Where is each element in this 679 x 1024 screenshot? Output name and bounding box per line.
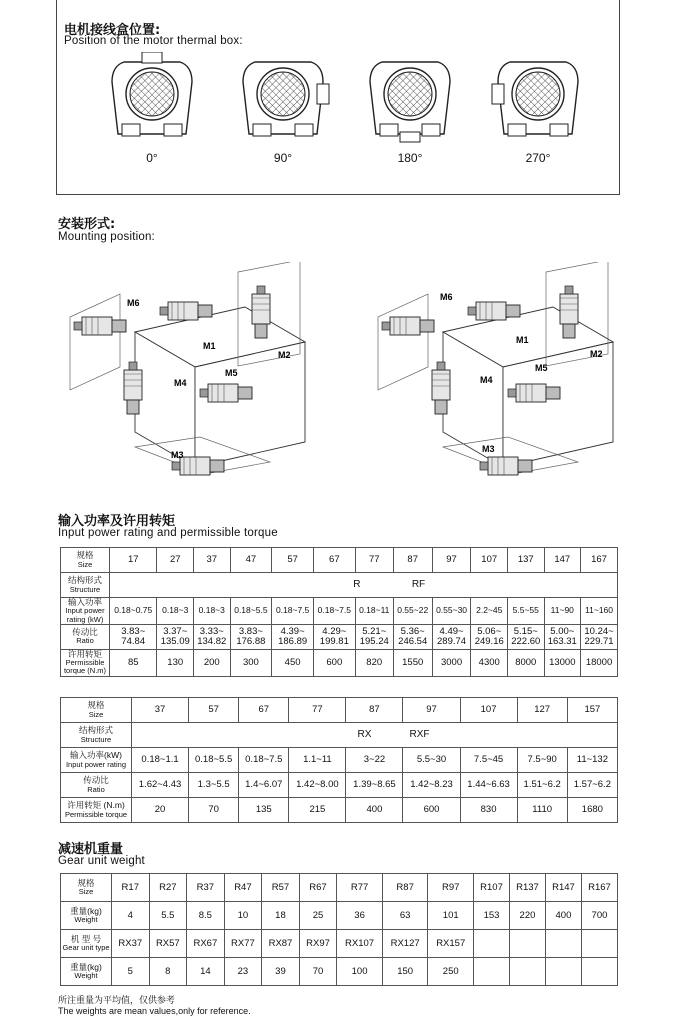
table-cell: 1.39~8.65 bbox=[346, 773, 403, 798]
size-label-cn: 规格 bbox=[76, 550, 94, 561]
structure-value: RXF bbox=[409, 728, 430, 740]
table-row bbox=[61, 773, 618, 798]
table-cell: R37 bbox=[187, 874, 225, 902]
table-cell: R97 bbox=[428, 874, 474, 902]
angle-label-180: 180° bbox=[397, 151, 423, 165]
table-cell bbox=[474, 930, 510, 958]
table-cell bbox=[471, 624, 508, 649]
motor-end-views bbox=[100, 52, 600, 144]
table-cell: 3000 bbox=[432, 649, 471, 676]
weight-label-en: Weight bbox=[74, 915, 98, 925]
table-row bbox=[61, 930, 618, 958]
table-cell bbox=[581, 930, 617, 958]
table-cell: 70 bbox=[299, 958, 337, 986]
mounting-diagram-right bbox=[378, 262, 613, 475]
svg-text:M1: M1 bbox=[203, 341, 216, 351]
table-cell: 4300 bbox=[471, 649, 508, 676]
table-cell: 0.18~0.75 bbox=[110, 598, 157, 625]
table-cell: 10 bbox=[224, 902, 262, 930]
power-title-en: Input power rating and permissible torque bbox=[58, 527, 278, 539]
table-cell: 147 bbox=[544, 548, 581, 573]
table-cell: 70 bbox=[189, 798, 239, 823]
table-cell bbox=[581, 958, 617, 986]
table-cell: 0.18~5.5 bbox=[189, 748, 239, 773]
size-label-cn: 规格 bbox=[87, 700, 105, 711]
table-cell: 2.2~45 bbox=[471, 598, 508, 625]
ratio-label-en: Ratio bbox=[87, 784, 105, 794]
ratio-max: 186.89 bbox=[278, 635, 308, 647]
ratio-max: 229.71 bbox=[584, 635, 614, 647]
table-cell: 0.18~3 bbox=[157, 598, 194, 625]
table-cell: 11~160 bbox=[581, 598, 618, 625]
svg-text:M6: M6 bbox=[440, 292, 453, 302]
table-cell: 23 bbox=[224, 958, 262, 986]
svg-text:M2: M2 bbox=[278, 350, 291, 360]
structure-label-cn: 结构形式 bbox=[78, 725, 113, 736]
weight-table bbox=[60, 873, 618, 986]
svg-text:M6: M6 bbox=[127, 298, 140, 308]
table-cell bbox=[157, 624, 194, 649]
table-row bbox=[61, 624, 618, 649]
table-cell: 820 bbox=[355, 649, 393, 676]
torque-label-en: Permissible torque bbox=[64, 809, 128, 819]
table-cell: 7.5~90 bbox=[517, 748, 567, 773]
angle-label-90: 90° bbox=[273, 151, 293, 165]
svg-text:M4: M4 bbox=[480, 375, 493, 385]
table-cell bbox=[272, 624, 314, 649]
structure-value: R bbox=[353, 578, 361, 590]
table-cell bbox=[581, 624, 618, 649]
ratio-min: 4.49~ bbox=[439, 625, 464, 637]
table-cell: 37 bbox=[132, 698, 189, 723]
weight2-label-cn: 重量(kg) bbox=[70, 961, 102, 972]
thermal-box-title-cn: 电机接线盒位置: bbox=[64, 23, 161, 38]
ratio-min: 4.29~ bbox=[322, 625, 347, 637]
table-cell: 0.18~1.1 bbox=[132, 748, 189, 773]
torque-label-cn: 许用转矩 (N.m) bbox=[67, 800, 125, 811]
table-row bbox=[61, 723, 618, 748]
type-label-en: Gear unit type bbox=[62, 943, 110, 953]
table-cell: 135 bbox=[239, 798, 289, 823]
weight-title-cn: 减速机重量 bbox=[58, 842, 124, 857]
table-cell: 3~22 bbox=[346, 748, 403, 773]
ratio-min: 3.33~ bbox=[199, 625, 224, 637]
table-cell: 8 bbox=[149, 958, 187, 986]
type-label-cn: 机 型 号 bbox=[70, 933, 102, 944]
structure-label-cn: 结构形式 bbox=[67, 575, 102, 586]
table-cell: R167 bbox=[581, 874, 617, 902]
table-cell: 8.5 bbox=[187, 902, 225, 930]
table-cell: 0.55~22 bbox=[393, 598, 432, 625]
ratio-min: 5.00~ bbox=[550, 625, 575, 637]
table-cell: 400 bbox=[346, 798, 403, 823]
table-cell: 107 bbox=[471, 548, 508, 573]
table-cell: RX77 bbox=[224, 930, 262, 958]
table-cell: 97 bbox=[432, 548, 471, 573]
size-label-cn: 规格 bbox=[77, 877, 95, 888]
table-cell: 97 bbox=[403, 698, 460, 723]
table-cell bbox=[545, 930, 581, 958]
table-cell: 0.18~11 bbox=[355, 598, 393, 625]
table-cell: 25 bbox=[299, 902, 337, 930]
table-cell: R67 bbox=[299, 874, 337, 902]
table-cell: 1110 bbox=[517, 798, 567, 823]
table-cell: 130 bbox=[157, 649, 194, 676]
ratio-max: 135.09 bbox=[160, 635, 190, 647]
table-cell: 63 bbox=[382, 902, 428, 930]
table-cell: 5.5~30 bbox=[403, 748, 460, 773]
motor-view-270 bbox=[492, 62, 578, 136]
table-cell: 18000 bbox=[581, 649, 618, 676]
weight2-label-en: Weight bbox=[74, 971, 98, 981]
table-row bbox=[61, 649, 618, 676]
weight-note-en: The weights are mean values,only for reference. bbox=[58, 1006, 251, 1016]
table-cell: RX87 bbox=[262, 930, 300, 958]
table-cell: 1.51~6.2 bbox=[517, 773, 567, 798]
table-cell bbox=[474, 958, 510, 986]
ratio-max: 176.88 bbox=[236, 635, 266, 647]
table-row bbox=[61, 748, 618, 773]
table-cell: R57 bbox=[262, 874, 300, 902]
table-cell: R137 bbox=[509, 874, 545, 902]
table-cell: 220 bbox=[509, 902, 545, 930]
motor-view-90 bbox=[243, 62, 329, 136]
table-cell: 11~132 bbox=[567, 748, 617, 773]
table-cell: 39 bbox=[262, 958, 300, 986]
table-row bbox=[61, 798, 618, 823]
table-cell: RX107 bbox=[337, 930, 383, 958]
ratio-min: 5.36~ bbox=[400, 625, 425, 637]
table-cell: 400 bbox=[545, 902, 581, 930]
table-row bbox=[61, 698, 618, 723]
thermal-box-title-en: Position of the motor thermal box: bbox=[64, 35, 243, 47]
table-cell: 47 bbox=[230, 548, 272, 573]
table-cell: 67 bbox=[239, 698, 289, 723]
mounting-title-cn: 安装形式: bbox=[58, 217, 116, 232]
table-cell: 4 bbox=[112, 902, 150, 930]
table-cell: 0.18~7.5 bbox=[272, 598, 314, 625]
size-label-en: Size bbox=[88, 709, 104, 719]
ratio-label-cn: 传动比 bbox=[83, 775, 109, 786]
table-cell: 13000 bbox=[544, 649, 581, 676]
svg-text:M3: M3 bbox=[482, 444, 495, 454]
mounting-title-en: Mounting position: bbox=[58, 231, 155, 243]
ratio-label-en: Ratio bbox=[76, 636, 94, 646]
table-cell: 830 bbox=[460, 798, 517, 823]
table-cell: 300 bbox=[230, 649, 272, 676]
svg-text:M2: M2 bbox=[590, 349, 603, 359]
table-cell: 1.44~6.63 bbox=[460, 773, 517, 798]
table-cell: 1.42~8.23 bbox=[403, 773, 460, 798]
ratio-min: 5.06~ bbox=[477, 625, 502, 637]
table-cell: 11~90 bbox=[544, 598, 581, 625]
table-cell: 127 bbox=[517, 698, 567, 723]
table-cell: 0.18~5.5 bbox=[230, 598, 272, 625]
table-cell: 5 bbox=[112, 958, 150, 986]
motor-view-180 bbox=[370, 62, 450, 142]
table-cell: 0.18~7.5 bbox=[313, 598, 355, 625]
ratio-min: 5.15~ bbox=[513, 625, 538, 637]
table-row bbox=[61, 548, 618, 573]
ratio-label-cn: 传动比 bbox=[72, 627, 98, 638]
table-cell: R87 bbox=[382, 874, 428, 902]
table-cell: 5.5 bbox=[149, 902, 187, 930]
table-cell: 67 bbox=[313, 548, 355, 573]
table-cell: 157 bbox=[567, 698, 617, 723]
table-cell: 27 bbox=[157, 548, 194, 573]
table-cell bbox=[508, 624, 545, 649]
table-cell: 250 bbox=[428, 958, 474, 986]
torque-label-en: Permissible torque (N.m) bbox=[63, 658, 107, 676]
table-cell: 0.55~30 bbox=[432, 598, 471, 625]
size-label-en: Size bbox=[78, 887, 94, 897]
table-cell: 150 bbox=[382, 958, 428, 986]
power-table-1 bbox=[60, 547, 618, 677]
table-cell: 1.4~6.07 bbox=[239, 773, 289, 798]
structure-label-en: Structure bbox=[69, 584, 101, 594]
table-cell: 1.57~6.2 bbox=[567, 773, 617, 798]
power-label-cn: 输入功率 bbox=[67, 597, 102, 607]
table-cell: 87 bbox=[393, 548, 432, 573]
ratio-max: 249.16 bbox=[474, 635, 504, 647]
power-label-en: Input power rating bbox=[65, 759, 127, 769]
table-cell: 77 bbox=[355, 548, 393, 573]
ratio-max: 289.74 bbox=[437, 635, 467, 647]
structure-label-en: Structure bbox=[80, 734, 112, 744]
table-cell: 215 bbox=[289, 798, 346, 823]
torque-label-cn: 许用转矩 bbox=[67, 648, 102, 659]
table-cell: 77 bbox=[289, 698, 346, 723]
table-cell bbox=[313, 624, 355, 649]
ratio-min: 4.39~ bbox=[280, 625, 305, 637]
table-cell: 57 bbox=[272, 548, 314, 573]
table-cell: 0.18~7.5 bbox=[239, 748, 289, 773]
table-cell: 0.18~3 bbox=[194, 598, 231, 625]
table-cell: 200 bbox=[194, 649, 231, 676]
angle-label-270: 270° bbox=[525, 151, 551, 165]
table-cell: 37 bbox=[194, 548, 231, 573]
table-cell: 36 bbox=[337, 902, 383, 930]
mounting-diagrams bbox=[60, 262, 620, 502]
ratio-min: 3.83~ bbox=[238, 625, 263, 637]
table-cell: 101 bbox=[428, 902, 474, 930]
ratio-max: 134.82 bbox=[197, 635, 227, 647]
table-cell bbox=[509, 958, 545, 986]
table-row bbox=[61, 573, 618, 598]
table-cell bbox=[355, 624, 393, 649]
table-cell: 137 bbox=[508, 548, 545, 573]
table-cell bbox=[194, 624, 231, 649]
power-table-2 bbox=[60, 697, 618, 823]
table-cell: R17 bbox=[112, 874, 150, 902]
table-cell: 5.5~55 bbox=[508, 598, 545, 625]
svg-text:M1: M1 bbox=[516, 335, 529, 345]
ratio-min: 10.24~ bbox=[584, 625, 614, 637]
table-cell: 600 bbox=[313, 649, 355, 676]
table-cell bbox=[110, 624, 157, 649]
ratio-min: 3.37~ bbox=[163, 625, 188, 637]
table-cell: 17 bbox=[110, 548, 157, 573]
weight-note-cn: 所注重量为平均值，仅供参考 bbox=[58, 996, 176, 1006]
table-cell: 20 bbox=[132, 798, 189, 823]
power-label-cn: 输入功率(kW) bbox=[70, 750, 122, 761]
power-label-en: Input power rating (kW) bbox=[65, 606, 105, 624]
table-cell: 87 bbox=[346, 698, 403, 723]
table-cell: RX37 bbox=[112, 930, 150, 958]
table-cell: 1.3~5.5 bbox=[189, 773, 239, 798]
table-cell: 1550 bbox=[393, 649, 432, 676]
structure-value: RF bbox=[411, 578, 426, 590]
table-row bbox=[61, 874, 618, 902]
table-cell: RX157 bbox=[428, 930, 474, 958]
ratio-max: 74.84 bbox=[121, 635, 146, 647]
svg-text:M4: M4 bbox=[174, 378, 187, 388]
table-cell: 167 bbox=[581, 548, 618, 573]
angle-label-0: 0° bbox=[146, 151, 158, 165]
table-cell: 1.62~4.43 bbox=[132, 773, 189, 798]
table-cell bbox=[509, 930, 545, 958]
table-cell bbox=[230, 624, 272, 649]
table-cell bbox=[432, 624, 471, 649]
table-cell: R147 bbox=[545, 874, 581, 902]
table-cell: 85 bbox=[110, 649, 157, 676]
ratio-min: 5.21~ bbox=[362, 625, 387, 637]
ratio-max: 246.54 bbox=[398, 635, 428, 647]
table-cell: RX97 bbox=[299, 930, 337, 958]
motor-view-0 bbox=[112, 52, 192, 136]
table-cell: 7.5~45 bbox=[460, 748, 517, 773]
table-cell: 18 bbox=[262, 902, 300, 930]
svg-text:M5: M5 bbox=[225, 368, 238, 378]
table-cell: RX67 bbox=[187, 930, 225, 958]
table-cell: 107 bbox=[460, 698, 517, 723]
table-cell: R27 bbox=[149, 874, 187, 902]
table-cell: 153 bbox=[474, 902, 510, 930]
table-cell: 450 bbox=[272, 649, 314, 676]
table-cell: R107 bbox=[474, 874, 510, 902]
table-row bbox=[61, 598, 618, 625]
table-cell: R47 bbox=[224, 874, 262, 902]
table-cell: 100 bbox=[337, 958, 383, 986]
table-cell: RX57 bbox=[149, 930, 187, 958]
table-cell bbox=[545, 958, 581, 986]
ratio-max: 195.24 bbox=[359, 635, 389, 647]
weight-label-cn: 重量(kg) bbox=[70, 905, 102, 916]
table-cell: 1.1~11 bbox=[289, 748, 346, 773]
weight-title-en: Gear unit weight bbox=[58, 855, 145, 867]
table-cell: 8000 bbox=[508, 649, 545, 676]
ratio-min: 3.83~ bbox=[121, 625, 146, 637]
size-label-en: Size bbox=[77, 559, 93, 569]
table-cell bbox=[393, 624, 432, 649]
ratio-max: 199.81 bbox=[319, 635, 349, 647]
table-cell: 1680 bbox=[567, 798, 617, 823]
structure-value: RX bbox=[357, 728, 372, 740]
table-cell bbox=[544, 624, 581, 649]
table-row bbox=[61, 958, 618, 986]
svg-text:M5: M5 bbox=[535, 363, 548, 373]
power-title-cn: 输入功率及许用转矩 bbox=[58, 514, 176, 529]
table-cell: R77 bbox=[337, 874, 383, 902]
table-cell: 600 bbox=[403, 798, 460, 823]
ratio-max: 222.60 bbox=[511, 635, 541, 647]
ratio-max: 163.31 bbox=[547, 635, 577, 647]
svg-text:M3: M3 bbox=[171, 450, 184, 460]
table-row bbox=[61, 902, 618, 930]
mounting-diagram-left bbox=[70, 262, 305, 475]
table-cell: 14 bbox=[187, 958, 225, 986]
table-cell: 57 bbox=[189, 698, 239, 723]
table-cell: 700 bbox=[581, 902, 617, 930]
table-cell: RX127 bbox=[382, 930, 428, 958]
table-cell: 1.42~8.00 bbox=[289, 773, 346, 798]
